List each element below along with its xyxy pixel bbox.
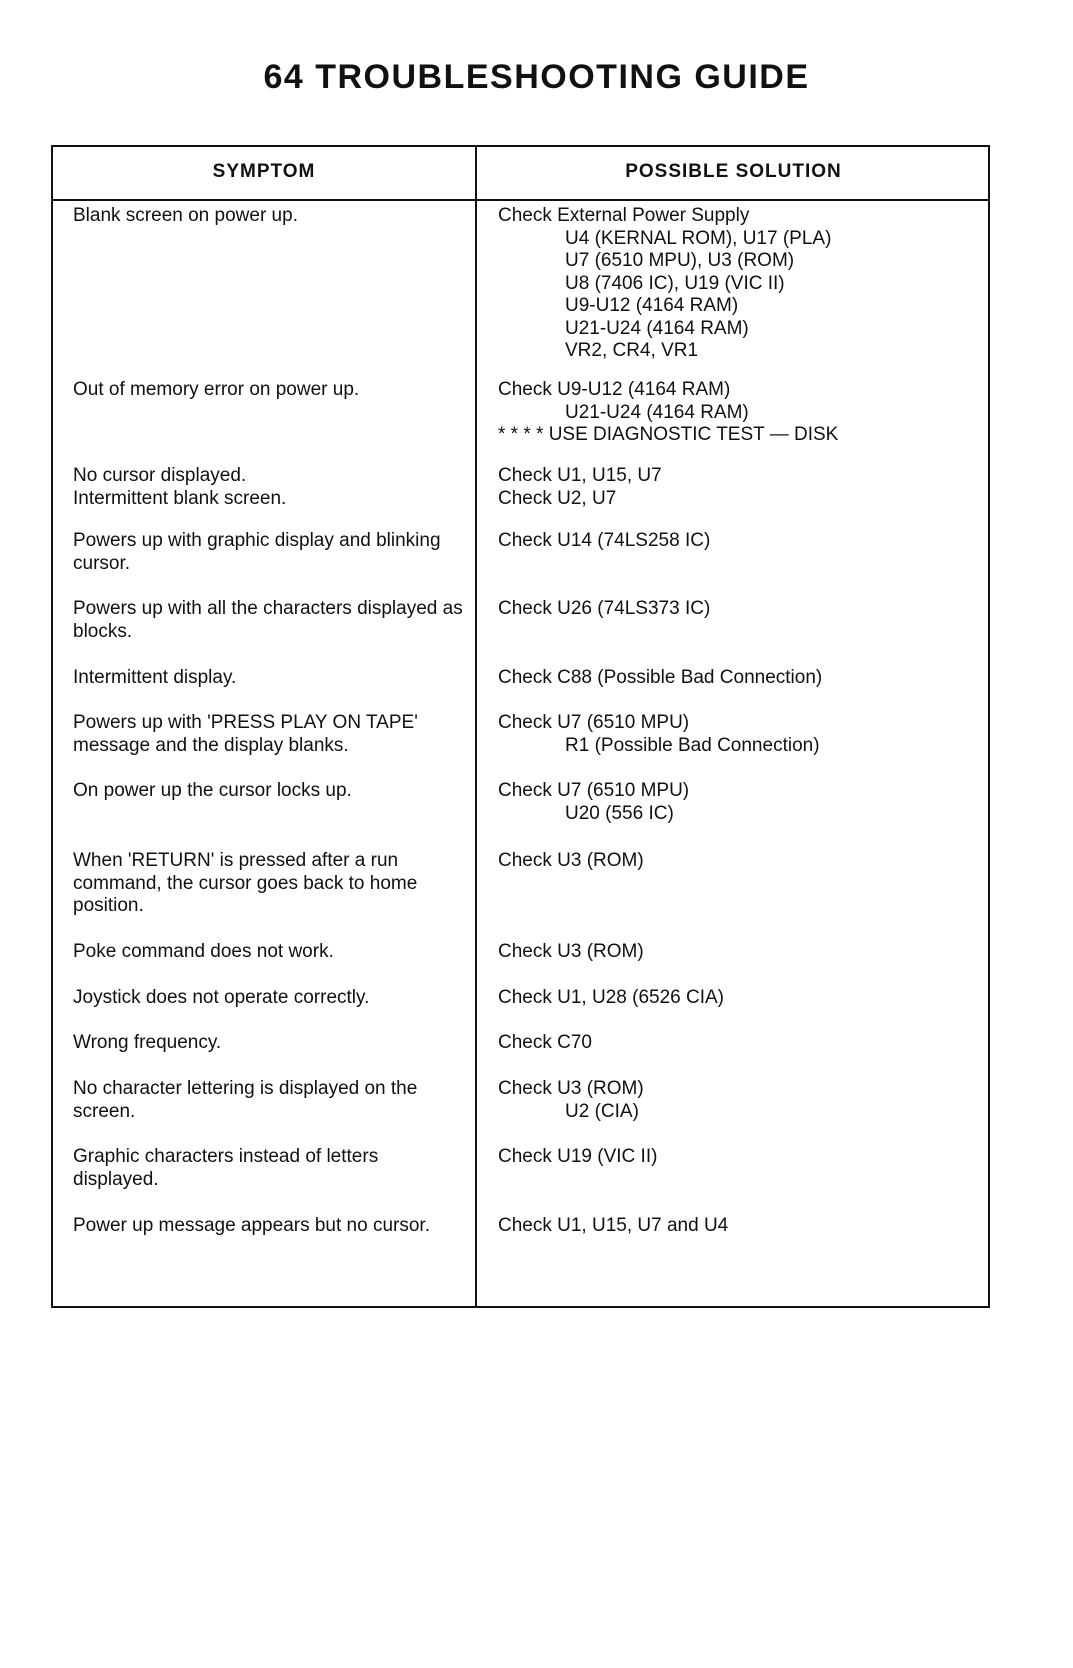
symptom-cell: When 'RETURN' is pressed after a run command, the cursor goes back to home position. (73, 850, 418, 916)
solution-cell (498, 1215, 978, 1238)
symptom-cell: Intermittent blank screen. (73, 488, 287, 509)
solution-line: U9-U12 (4164 RAM) (565, 295, 739, 316)
solution-cell (498, 465, 978, 488)
solution-line: Check U14 (74LS258 IC) (498, 530, 711, 551)
solution-line: Check U7 (6510 MPU) (498, 780, 690, 801)
solution-line: R1 (Possible Bad Connection) (565, 734, 820, 756)
symptom-cell: On power up the cursor locks up. (73, 780, 352, 801)
solution-cell (498, 530, 978, 553)
solution-line: Check U7 (6510 MPU) (498, 712, 690, 733)
solution-cell (498, 987, 978, 1010)
solution-line: U20 (556 IC) (565, 802, 674, 824)
symptom-cell: Power up message appears but no cursor. (73, 1215, 430, 1236)
solution-cell (498, 488, 978, 511)
solution-line: Check External Power Supply (498, 205, 750, 226)
solution-cell (498, 598, 978, 621)
solution-line: Check C88 (Possible Bad Connection) (498, 667, 823, 688)
solution-line: * * * * USE DIAGNOSTIC TEST — DISK (498, 424, 839, 445)
solution-line: Check U1, U15, U7 (498, 465, 662, 486)
symptom-cell: Powers up with 'PRESS PLAY ON TAPE' message and the display blanks. (73, 712, 418, 756)
symptom-cell: Powers up with graphic display and blinking cursor. (73, 530, 441, 574)
solution-line: U2 (CIA) (565, 1100, 639, 1122)
solution-line: U8 (7406 IC), U19 (VIC II) (565, 272, 785, 294)
solution-line: U4 (KERNAL ROM), U17 (PLA) (565, 227, 832, 249)
solution-line: U21-U24 (4164 RAM) (565, 401, 749, 423)
symptom-cell: No cursor displayed. (73, 465, 247, 486)
solution-line: Check U1, U15, U7 and U4 (498, 1215, 729, 1236)
symptom-cell: Graphic characters instead of letters displayed. (73, 1146, 379, 1190)
symptom-column-header: SYMPTOM (212, 161, 316, 182)
solution-line: Check U1, U28 (6526 CIA) (498, 987, 724, 1008)
solution-line: Check U19 (VIC II) (498, 1146, 658, 1167)
solution-cell (498, 941, 978, 964)
solution-line: Check U3 (ROM) (498, 1078, 644, 1099)
solution-line: U21-U24 (4164 RAM) (565, 317, 749, 339)
column-divider (475, 147, 477, 1306)
solution-cell (498, 850, 978, 873)
solution-line: Check U3 (ROM) (498, 850, 644, 871)
solution-cell (498, 712, 978, 757)
solution-cell (498, 1146, 978, 1169)
solution-column-header: POSSIBLE SOLUTION (625, 161, 842, 182)
solution-line: Check U9-U12 (4164 RAM) (498, 379, 731, 400)
symptom-cell: Wrong frequency. (73, 1032, 222, 1053)
page-title: 64 TROUBLESHOOTING GUIDE (263, 58, 810, 96)
solution-line: Check C70 (498, 1032, 592, 1053)
symptom-cell: Intermittent display. (73, 667, 237, 688)
solution-cell (498, 379, 978, 447)
table-header (53, 147, 988, 201)
symptom-cell: Joystick does not operate correctly. (73, 987, 370, 1008)
solution-cell (498, 1032, 978, 1055)
solution-cell (498, 1078, 978, 1123)
solution-line: Check U2, U7 (498, 488, 617, 509)
symptom-cell: Out of memory error on power up. (73, 379, 360, 400)
symptom-cell: No character lettering is displayed on the screen. (73, 1078, 418, 1122)
solution-cell (498, 667, 978, 690)
solution-cell (498, 780, 978, 825)
symptom-cell: Blank screen on power up. (73, 205, 298, 226)
solution-cell (498, 205, 978, 363)
symptom-cell: Powers up with all the characters displayed as blocks. (73, 598, 463, 642)
solution-line: Check U3 (ROM) (498, 941, 644, 962)
symptom-cell: Poke command does not work. (73, 941, 334, 962)
solution-line: U7 (6510 MPU), U3 (ROM) (565, 250, 795, 271)
solution-line: Check U26 (74LS373 IC) (498, 598, 711, 619)
troubleshooting-table (51, 145, 990, 1308)
solution-line: VR2, CR4, VR1 (565, 340, 699, 361)
